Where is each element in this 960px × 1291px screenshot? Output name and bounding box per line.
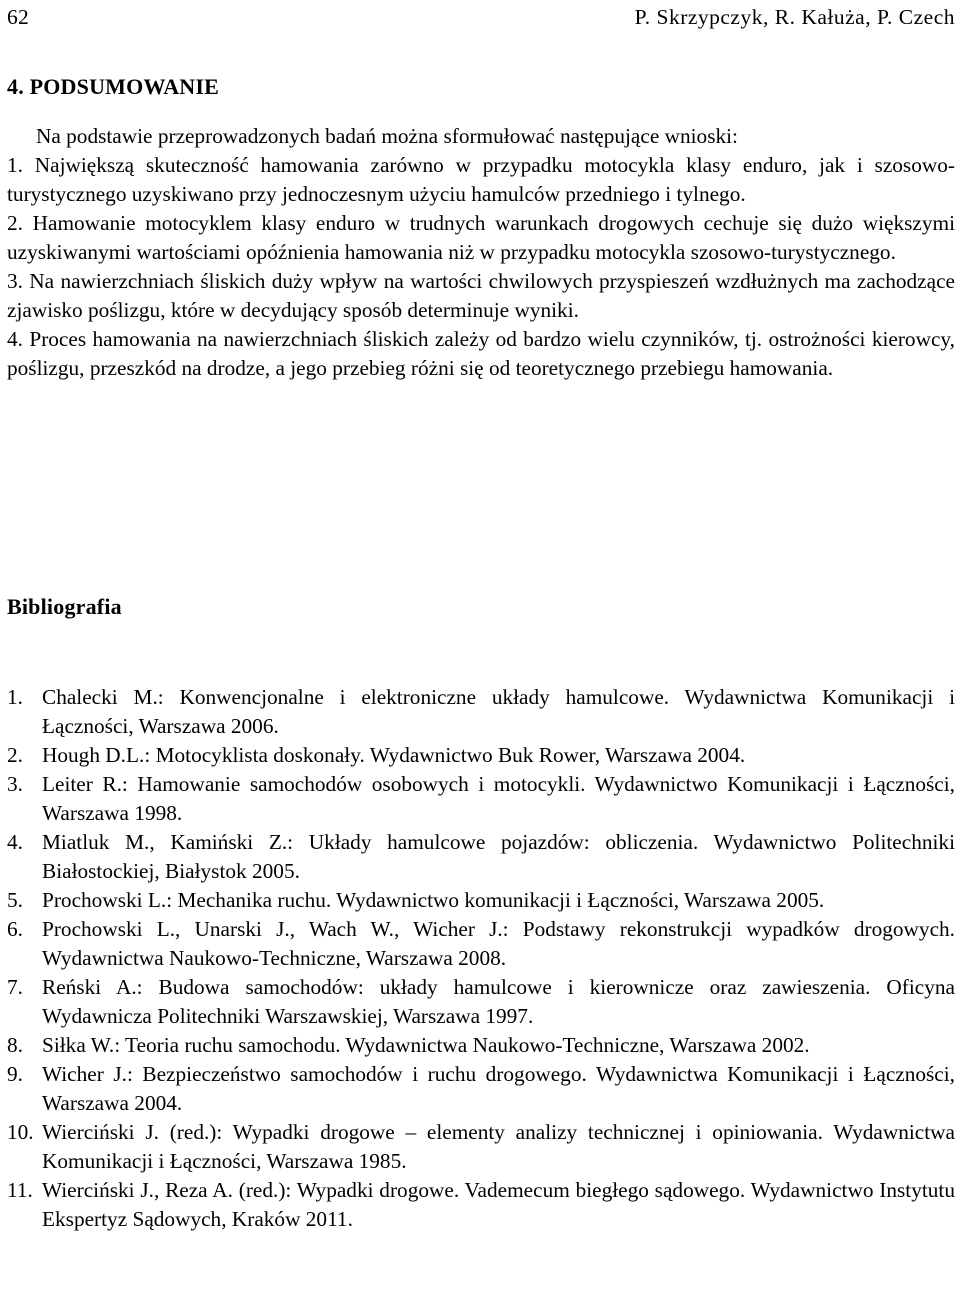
bibliography-heading: Bibliografia bbox=[7, 594, 122, 619]
intro-paragraph: Na podstawie przeprowadzonych badań można sformułować następujące wnioski: bbox=[36, 124, 738, 148]
bibliography-item bbox=[7, 1031, 955, 1060]
bibliography-text: Prochowski L.: Mechanika ruchu. Wydawnictwo komunikacji i Łączności, Warszawa 2005. bbox=[42, 888, 825, 912]
bibliography-number: 3. bbox=[7, 772, 23, 796]
bibliography-text: Reński A.: Budowa samochodów: układy hamulcowe i kierownicze oraz zawieszenia. Oficyna Wydawnicza Politechniki Warszawskiej, Warszawa 1997. bbox=[42, 975, 955, 1028]
bibliography-item bbox=[7, 1060, 955, 1118]
bibliography-number: 2. bbox=[7, 743, 23, 767]
bibliography-number: 10. bbox=[7, 1120, 34, 1144]
bibliography-item bbox=[7, 770, 955, 828]
bibliography-text: Chalecki M.: Konwencjonalne i elektroniczne układy hamulcowe. Wydawnictwa Komunikacji i Łączności, Warszawa 2006. bbox=[42, 685, 955, 738]
bibliography-text: Wierciński J., Reza A. (red.): Wypadki drogowe. Vademecum biegłego sądowego. Wydawnictwo Instytutu Ekspertyz Sądowych, Kraków 2011. bbox=[42, 1178, 955, 1231]
conclusion-number: 4. bbox=[7, 327, 23, 351]
bibliography-number: 1. bbox=[7, 685, 23, 709]
conclusion-number: 1. bbox=[7, 153, 23, 177]
bibliography-number: 7. bbox=[7, 975, 23, 999]
document-page bbox=[7, 0, 955, 1291]
bibliography-number: 6. bbox=[7, 917, 23, 941]
conclusion-number: 2. bbox=[7, 211, 23, 235]
bibliography-number: 8. bbox=[7, 1033, 23, 1057]
bibliography-text: Wierciński J. (red.): Wypadki drogowe – elementy analizy technicznej i opiniowania. Wydawnictwa Komunikacji i Łączności, Warszawa 1985. bbox=[42, 1120, 955, 1173]
conclusion-item bbox=[7, 209, 955, 267]
bibliography-item bbox=[7, 1118, 955, 1176]
page-number: 62 bbox=[7, 5, 30, 29]
conclusion-text: Na nawierzchniach śliskich duży wpływ na wartości chwilowych przyspieszeń wzdłużnych ma zachodzące zjawisko poślizgu, które w decydujący sposób determinuje wyniki. bbox=[7, 269, 955, 322]
section-heading: 4. PODSUMOWANIE bbox=[7, 74, 220, 99]
bibliography-item bbox=[7, 915, 955, 973]
bibliography-item bbox=[7, 828, 955, 886]
bibliography-item bbox=[7, 683, 955, 741]
conclusion-item bbox=[7, 151, 955, 209]
conclusion-item bbox=[7, 325, 955, 383]
conclusions-list bbox=[7, 151, 955, 383]
bibliography-text: Hough D.L.: Motocyklista doskonały. Wydawnictwo Buk Rower, Warszawa 2004. bbox=[42, 743, 746, 767]
bibliography-item bbox=[7, 886, 955, 915]
conclusion-number: 3. bbox=[7, 269, 23, 293]
bibliography-number: 11. bbox=[7, 1178, 33, 1202]
bibliography-number: 4. bbox=[7, 830, 23, 854]
conclusion-text: Hamowanie motocyklem klasy enduro w trudnych warunkach drogowych cechuje się dużo większymi uzyskiwanymi wartościami opóźnienia hamowania niż w przypadku motocykla szosowo-turystycznego. bbox=[7, 211, 955, 264]
bibliography-item bbox=[7, 1176, 955, 1234]
bibliography-number: 9. bbox=[7, 1062, 23, 1086]
page-header bbox=[7, 2, 955, 32]
running-head-authors: P. Skrzypczyk, R. Kałuża, P. Czech bbox=[634, 5, 955, 29]
bibliography-text: Leiter R.: Hamowanie samochodów osobowych i motocykli. Wydawnictwo Komunikacji i Łączności, Warszawa 1998. bbox=[42, 772, 955, 825]
conclusion-text: Proces hamowania na nawierzchniach śliskich zależy od bardzo wielu czynników, tj. ostrożności kierowcy, poślizgu, przeszkód na drodze, a jego przebieg różni się od teoretycznego przebiegu hamowania. bbox=[7, 327, 955, 380]
conclusion-item bbox=[7, 267, 955, 325]
bibliography-text: Wicher J.: Bezpieczeństwo samochodów i ruchu drogowego. Wydawnictwa Komunikacji i Łączności, Warszawa 2004. bbox=[42, 1062, 955, 1115]
bibliography-text: Siłka W.: Teoria ruchu samochodu. Wydawnictwa Naukowo-Techniczne, Warszawa 2002. bbox=[42, 1033, 810, 1057]
section-body bbox=[7, 122, 955, 383]
bibliography-list bbox=[7, 683, 955, 1234]
bibliography-item bbox=[7, 741, 955, 770]
bibliography-text: Prochowski L., Unarski J., Wach W., Wicher J.: Podstawy rekonstrukcji wypadków drogowych. Wydawnictwa Naukowo-Techniczne, Warszawa 2008. bbox=[42, 917, 955, 970]
conclusion-text: Największą skuteczność hamowania zarówno w przypadku motocykla klasy enduro, jak i szosowo-turystycznego uzyskiwano przy jednoczesnym użyciu hamulców przedniego i tylnego. bbox=[7, 153, 955, 206]
bibliography-text: Miatluk M., Kamiński Z.: Układy hamulcowe pojazdów: obliczenia. Wydawnictwo Politechniki Białostockiej, Białystok 2005. bbox=[42, 830, 955, 883]
bibliography-item bbox=[7, 973, 955, 1031]
bibliography-number: 5. bbox=[7, 888, 23, 912]
